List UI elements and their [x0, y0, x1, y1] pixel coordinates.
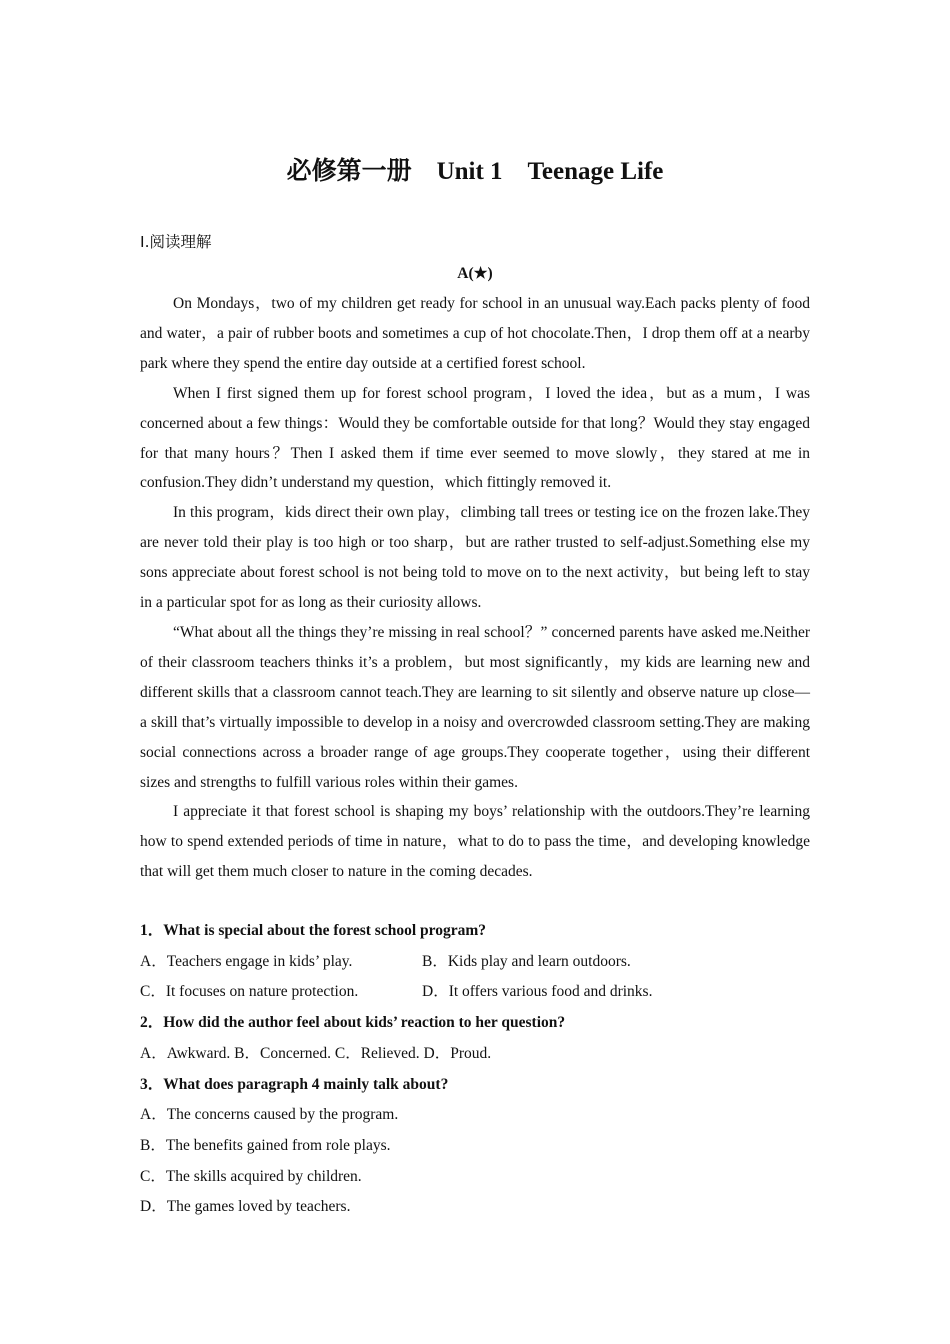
paragraph-2: When I first signed them up for forest school program，I loved the idea，but as a mum，I was concerned about a few things：Would they be comfortable outside for that long？Would they stay engaged for that many hours？Then I asked them if time ever seemed to move slowly，they stared at me in confusion.They didn’t understand my question，which fittingly removed it.: [140, 384, 810, 492]
question-2-stem: 2．How did the author feel about kids’ reaction to her question?: [140, 1014, 566, 1032]
section-heading: Ⅰ.阅读理解: [140, 233, 212, 251]
question-3-option-b: B．The benefits gained from role plays.: [140, 1136, 391, 1154]
question-1-options-row-1: [140, 947, 810, 978]
question-3-stem: 3．What does paragraph 4 mainly talk about?: [140, 1075, 449, 1093]
question-1-option-d: D．It offers various food and drinks.: [422, 983, 653, 1001]
question-3-option-c: C．The skills acquired by children.: [140, 1167, 362, 1185]
question-3-option-a: A．The concerns caused by the program.: [140, 1106, 399, 1124]
page-title: 必修第一册 Unit 1 Teenage Life: [286, 158, 664, 185]
questions: [140, 916, 810, 1223]
question-1-options-row-2: [140, 977, 810, 1008]
paragraph-4: “What about all the things they’re missing in real school？” concerned parents have asked me.Neither of their classroom teachers thinks it’s a problem，but most significantly，my kids are learning new and different skills that a classroom cannot teach.They are learning to sit silently and observe nature up close—a skill that’s virtually impossible to develop in a noisy and overcrowded classroom setting.They are making social connections across a broader range of age groups.They cooperate together，using their different sizes and strengths to fulfill various roles within their games.: [140, 623, 810, 791]
question-2-options: A．Awkward. B．Concerned. C．Relieved. D．Proud.: [140, 1044, 492, 1062]
question-1-option-a: A．Teachers engage in kids’ play.: [140, 952, 353, 970]
paragraph-5: I appreciate it that forest school is shaping my boys’ relationship with the outdoors.They’re learning how to spend extended periods of time in nature，what to do to pass the time，and developing knowledge that will get them much closer to nature in the coming decades.: [140, 803, 810, 881]
paragraph-3: In this program，kids direct their own play，climbing tall trees or testing ice on the frozen lake.They are never told their play is too high or too sharp，but are rather trusted to self-adjust.Something else my sons appreciate about forest school is not being told to move on to the next activity，but being left to stay in a particular spot for as long as their curiosity allows.: [140, 504, 810, 612]
paragraph-1: On Mondays，two of my children get ready for school in an unusual way.Each packs plenty of food and water，a pair of rubber boots and sometimes a cup of hot chocolate.Then，I drop them off at a nearby park where they spend the entire day outside at a certified forest school.: [140, 295, 810, 372]
question-1-option-c: C．It focuses on nature protection.: [140, 983, 359, 1001]
passage-label: A(★): [457, 265, 493, 282]
question-1-option-b: B．Kids play and learn outdoors.: [422, 952, 631, 970]
question-1-stem: 1．What is special about the forest school program?: [140, 922, 487, 939]
passage-body: [140, 289, 810, 887]
question-3-option-d: D．The games loved by teachers.: [140, 1198, 351, 1216]
